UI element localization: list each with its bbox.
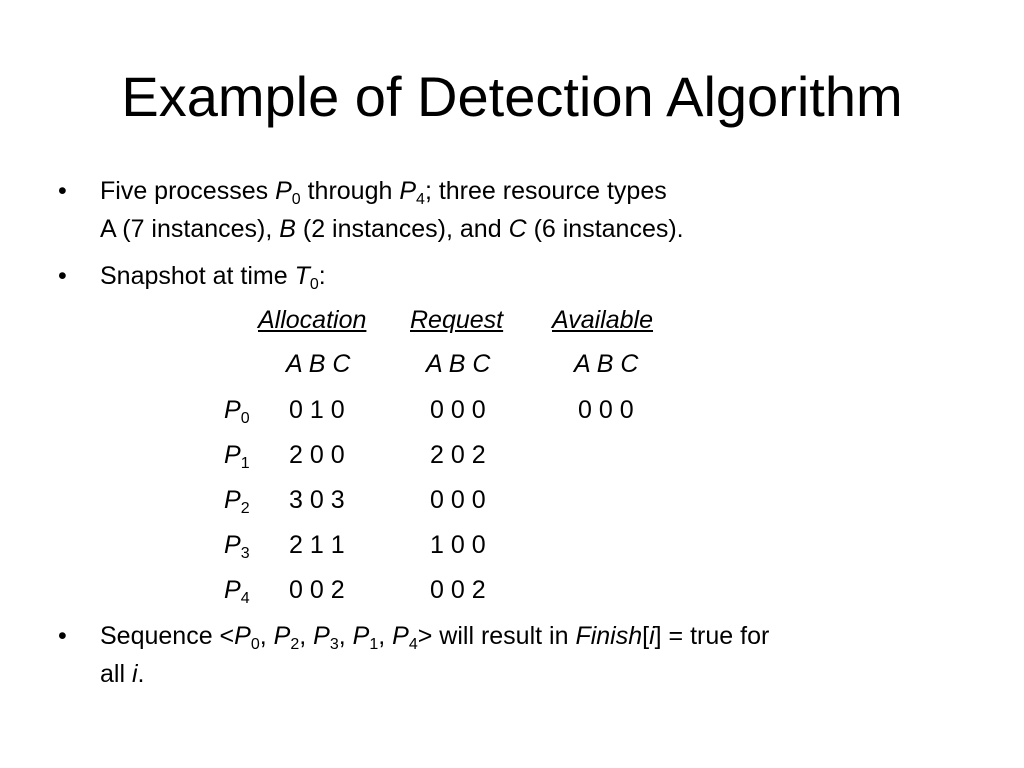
text-segment: (6 instances). bbox=[526, 215, 684, 243]
slide-title: Example of Detection Algorithm bbox=[121, 65, 903, 128]
text-segment: (2 instances), and bbox=[295, 215, 509, 243]
bullet-text bbox=[100, 172, 684, 248]
time-symbol: T bbox=[294, 262, 310, 290]
subheader-request: A B C bbox=[426, 350, 491, 378]
text-segment: all bbox=[100, 660, 132, 688]
p4-allocation: 0 0 2 bbox=[289, 576, 345, 604]
subscript: 0 bbox=[309, 276, 319, 293]
subscript: 0 bbox=[250, 636, 260, 653]
text-segment: Snapshot at time bbox=[100, 262, 295, 290]
process-symbol: P bbox=[224, 531, 241, 559]
text-segment: > will result in bbox=[417, 622, 576, 650]
process-symbol: P bbox=[275, 177, 292, 205]
p3-request: 1 0 0 bbox=[430, 531, 486, 559]
subscript: 4 bbox=[240, 590, 250, 607]
subscript: 4 bbox=[408, 636, 418, 653]
p1-allocation: 2 0 0 bbox=[289, 441, 345, 469]
p2-request: 0 0 0 bbox=[430, 486, 486, 514]
header-available: Available bbox=[552, 306, 654, 334]
subscript: 2 bbox=[290, 636, 300, 653]
text-segment: , bbox=[378, 622, 393, 650]
process-symbol: P bbox=[224, 576, 241, 604]
text-segment: ; three resource types bbox=[424, 177, 667, 205]
text-segment: through bbox=[300, 177, 400, 205]
process-symbol: P bbox=[224, 396, 241, 424]
resource-symbol: B bbox=[279, 215, 296, 243]
p1-request: 2 0 2 bbox=[430, 441, 486, 469]
header-request: Request bbox=[410, 306, 504, 334]
row-label-p2 bbox=[224, 485, 250, 515]
process-symbol: P bbox=[224, 486, 241, 514]
resource-symbol: C bbox=[508, 215, 527, 243]
process-symbol: P bbox=[224, 441, 241, 469]
subscript: 3 bbox=[240, 545, 250, 562]
bullet-text bbox=[100, 617, 769, 693]
bullet-dot: • bbox=[58, 262, 67, 290]
row-label-p0 bbox=[224, 395, 250, 425]
p4-request: 0 0 2 bbox=[430, 576, 486, 604]
bullet-text bbox=[100, 257, 326, 295]
row-label-p4 bbox=[224, 575, 250, 605]
text-segment: . bbox=[137, 660, 145, 688]
text-segment: , bbox=[338, 622, 353, 650]
process-symbol: P bbox=[352, 622, 370, 650]
subscript: 0 bbox=[240, 410, 250, 427]
subscript: 3 bbox=[329, 636, 339, 653]
process-symbol: P bbox=[392, 622, 409, 650]
subscript: 1 bbox=[369, 636, 379, 653]
text-segment: : bbox=[318, 262, 326, 290]
process-symbol: P bbox=[399, 177, 417, 205]
subscript: 2 bbox=[240, 500, 250, 517]
process-symbol: P bbox=[234, 622, 251, 650]
bullet-dot: • bbox=[58, 622, 67, 650]
text-segment: , bbox=[299, 622, 314, 650]
p0-available: 0 0 0 bbox=[578, 396, 634, 424]
process-symbol: P bbox=[313, 622, 330, 650]
bullet-dot: • bbox=[58, 177, 67, 205]
p0-allocation: 0 1 0 bbox=[289, 396, 345, 424]
subscript: 1 bbox=[240, 455, 250, 472]
p2-allocation: 3 0 3 bbox=[289, 486, 345, 514]
index-symbol: i bbox=[649, 622, 655, 650]
text-segment: A (7 instances), bbox=[100, 215, 280, 243]
row-label-p3 bbox=[224, 530, 250, 560]
index-symbol: i bbox=[131, 660, 138, 688]
p0-request: 0 0 0 bbox=[430, 396, 486, 424]
text-segment: Sequence < bbox=[100, 622, 235, 650]
subscript: 0 bbox=[291, 191, 301, 208]
process-symbol: P bbox=[273, 622, 291, 650]
finish-symbol: Finish bbox=[575, 622, 643, 650]
text-segment: ] = true for bbox=[654, 622, 770, 650]
subscript: 4 bbox=[416, 191, 425, 208]
text-segment: Five processes bbox=[100, 177, 276, 205]
text-segment: , bbox=[259, 622, 274, 650]
row-label-p1 bbox=[224, 440, 250, 470]
subheader-available: A B C bbox=[574, 350, 639, 378]
header-allocation: Allocation bbox=[258, 306, 367, 334]
p3-allocation: 2 1 1 bbox=[289, 531, 345, 559]
subheader-allocation: A B C bbox=[286, 350, 351, 378]
text-segment: [ bbox=[642, 622, 650, 650]
